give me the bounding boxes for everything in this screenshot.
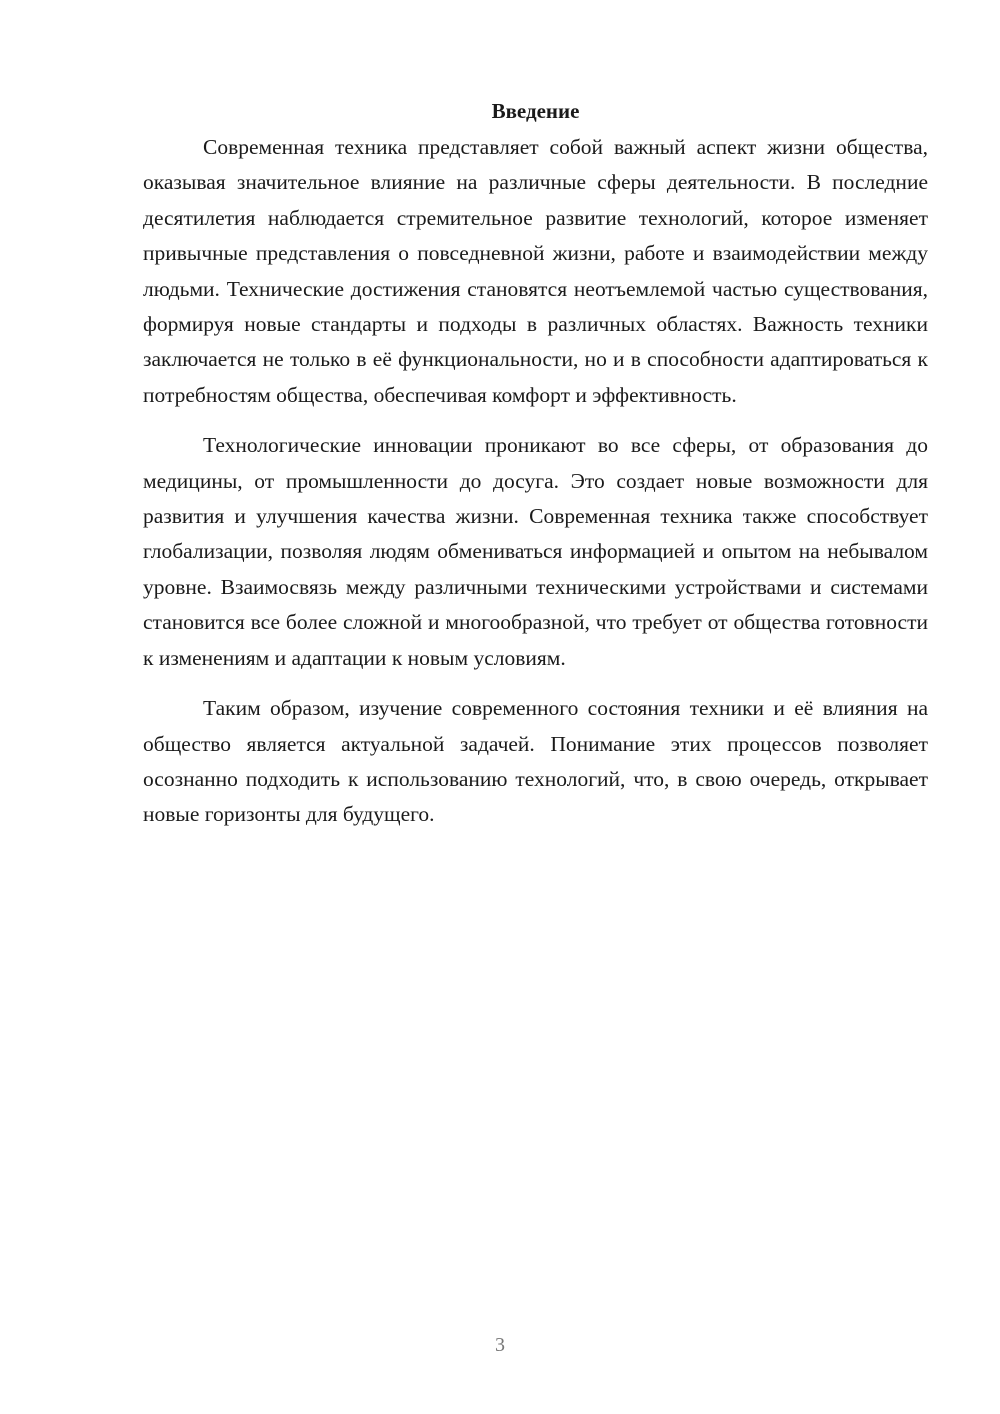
paragraph-1: Современная техника представляет собой важный аспект жизни общества, оказывая значительное влияние на различные сферы деятельности. В последние десятилетия наблюдается стремительное развитие технологий, которое изменяет привычные представления о повседневной жизни, работе и взаимодействии между людьми. Технические достижения становятся неотъемлемой частью существования, формируя новые стандарты и подходы в различных областях. Важность техники заключается не только в её функциональности, но и в способности адаптироваться к потребностям общества, обеспечивая комфорт и эффективность. [143, 135, 928, 407]
paragraph-2: Технологические инновации проникают во все сферы, от образования до медицины, от промышленности до досуга. Это создает новые возможности для развития и улучшения качества жизни. Современная техника также способствует глобализации, позволяя людям обмениваться информацией и опытом на небывалом уровне. Взаимосвязь между различными техническими устройствами и системами становится все более сложной и многообразной, что требует от общества готовности к изменениям и адаптации к новым условиям. [143, 433, 928, 670]
section-title: Введение [491, 99, 580, 123]
page-number: 3 [495, 1334, 505, 1356]
page-content [143, 96, 928, 848]
paragraph-3: Таким образом, изучение современного состояния техники и её влияния на общество является актуальной задачей. Понимание этих процессов позволяет осознанно подходить к использованию технологий, что, в свою очередь, открывает новые горизонты для будущего. [143, 696, 928, 827]
